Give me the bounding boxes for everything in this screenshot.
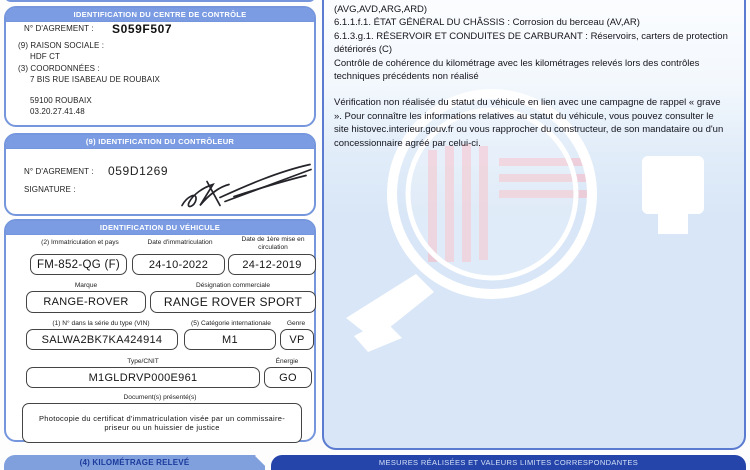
coordonnees-label: (3) COORDONNÉES : [18,64,100,73]
section-header-centre: IDENTIFICATION DU CENTRE DE CONTRÔLE [6,8,314,22]
field-genre: VP [280,329,314,350]
cutoff-box-above [4,0,316,2]
inspection-findings-text [334,3,731,150]
defect-line: 6.1.3.g.1. RÉSERVOIR ET CONDUITES DE CARBURANT : Réservoirs, carters de protection détériorés (C) [334,30,728,56]
genre-label: Genre [286,320,306,327]
field-energie: GO [264,367,312,388]
defect-line: 6.1.1.f.1. ÉTAT GÉNÉRAL DU CHÂSSIS : Corrosion du berceau (AV,AR) [334,17,640,29]
centre-agrement-value: S059F507 [112,22,173,36]
field-categorie: M1 [184,329,276,350]
signature-scribble [174,157,314,215]
paragraph-rappel: Vérification non réalisée du statut du véhicule en lien avec une campagne de rappel « grave ». Pour connaître les informations relatives au statut du véhicule, vous pouvez consulter le site histovec.interieur.gouv.fr ou vous rapprocher du constructeur, de son mandataire ou d'un concessionnaire agréé par celui-ci. [334,97,724,149]
categorie-label: (5) Catégorie internationale [191,320,271,327]
vin-label: (1) N° dans la série du type (VIN) [52,320,150,327]
defects-list [334,3,731,57]
documents-label: Document(s) présenté(s) [123,394,197,401]
field-vin: SALWA2BK7KA424914 [26,329,178,350]
raison-sociale-label: (9) RAISON SOCIALE : [18,41,105,50]
field-documents: Photocopie du certificat d'immatriculation visée par un commissaire-priseur ou un huissier de justice [22,403,302,443]
field-date-circulation: 24-12-2019 [228,254,316,275]
field-marque: RANGE-ROVER [26,291,146,313]
section-vehicule [4,219,316,442]
header-mesures-realisees: MESURES RÉALISÉES ET VALEURS LIMITES CORRESPONDANTES [271,455,746,470]
panel-defauts-constates [322,0,746,450]
section-header-controleur: (9) IDENTIFICATION DU CONTRÔLEUR [6,135,314,149]
signature-label: SIGNATURE : [24,185,76,194]
controleur-agrement-label: N° D'AGREMENT : [24,167,94,176]
marque-label: Marque [74,282,98,289]
immatriculation-label: (2) Immatriculation et pays [41,239,119,246]
centre-agrement-label: N° D'AGREMENT : [24,24,94,33]
type-cnit-label: Type/CNIT [127,358,159,365]
section-controleur [4,133,316,216]
centre-address: 7 BIS RUE ISABEAU DE ROUBAIX [30,75,160,84]
header-kilometrage-releve: (4) KILOMÉTRAGE RELEVÉ [4,455,265,470]
field-type-cnit: M1GLDRVP000E961 [26,367,260,388]
centre-city: 59100 ROUBAIX [30,96,92,105]
field-date-immatriculation: 24-10-2022 [132,254,225,275]
paragraph-kilometrage: Contrôle de cohérence du kilométrage avec les kilométrages relevés lors des contrôles techniques précédents non réalisé [334,57,700,83]
centre-phone: 03.20.27.41.48 [30,107,85,116]
field-immatriculation: FM-852-QG (F) [30,254,127,275]
section-centre-de-controle [4,6,316,127]
energie-label: Énergie [275,358,299,365]
date-circulation-label: Date de 1ère mise en circulation [241,236,305,251]
raison-sociale-value: HDF CT [30,52,60,61]
section-header-vehicule: IDENTIFICATION DU VÉHICULE [6,221,314,235]
designation-label: Désignation commerciale [195,282,271,289]
controleur-agrement-value: 059D1269 [108,164,169,178]
defect-line: (AVG,AVD,ARG,ARD) [334,4,428,15]
date-immatriculation-label: Date d'immatriculation [147,239,213,246]
field-designation: RANGE ROVER SPORT [150,291,316,313]
